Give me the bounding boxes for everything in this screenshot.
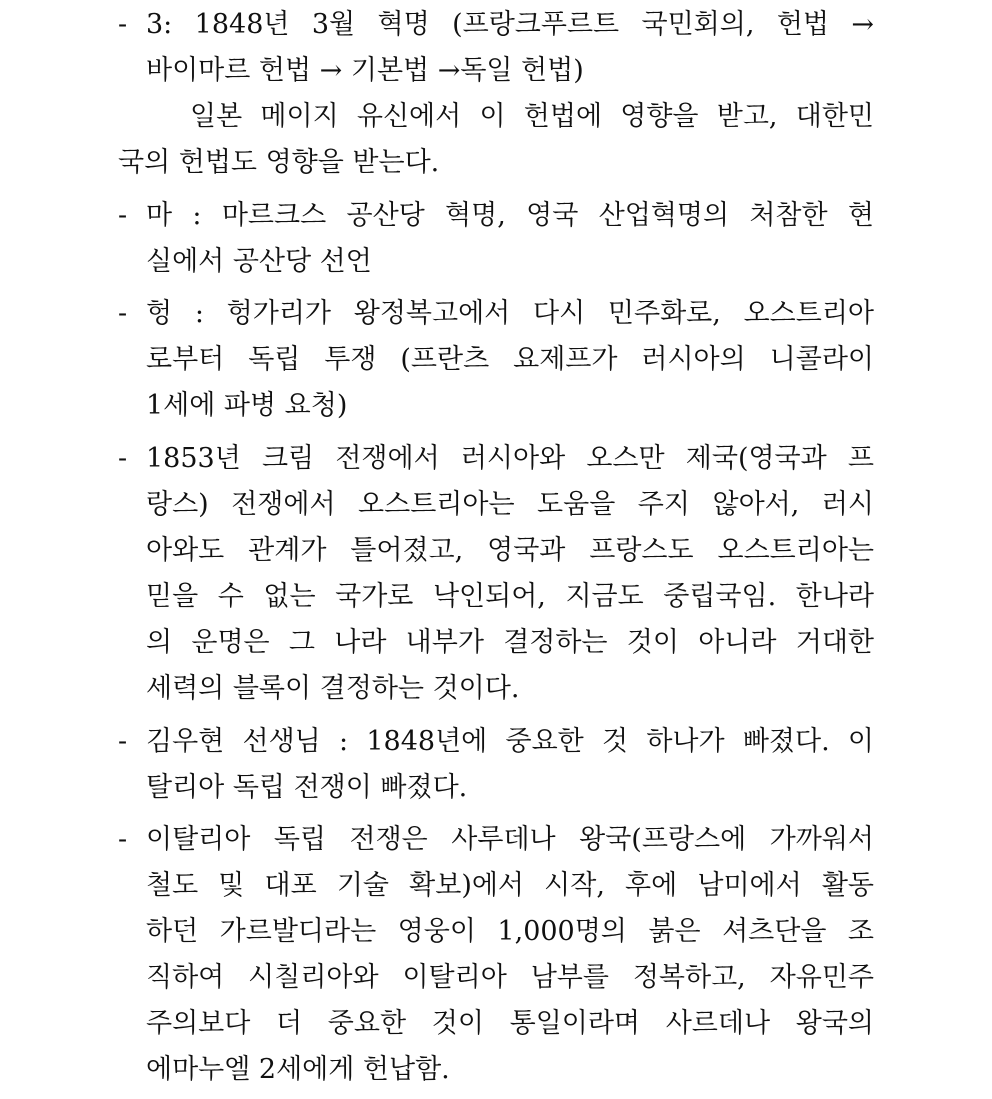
text-line: 바이마르 헌법 → 기본법 →독일 헌법) [146,55,584,86]
text-line: 하던 가르발디라는 영웅이 1,000명의 붉은 셔츠단을 조 [146,916,874,947]
text-line: 이탈리아 독립 전쟁은 사루데나 왕국(프랑스에 가까워서 [146,824,874,855]
text-line: 실에서 공산당 선언 [146,246,372,277]
text-line: 세력의 블록이 결정하는 것이다. [146,673,520,704]
bullet-dash: - [118,726,128,757]
text-line: 3: 1848년 3월 혁명 (프랑크푸르트 국민회의, 헌법 → [146,9,874,40]
bullet-dash: - [118,9,128,40]
text-line: 일본 메이지 유신에서 이 헌법에 영향을 받고, 대한민 [190,101,874,132]
text-line: 마 : 마르크스 공산당 혁명, 영국 산업혁명의 처참한 현 [146,200,874,231]
text-line: 에마누엘 2세에게 헌납함. [146,1054,450,1085]
bullet-dash: - [118,200,128,231]
text-line: 1853년 크림 전쟁에서 러시아와 오스만 제국(영국과 프 [146,443,874,474]
text-line: 랑스) 전쟁에서 오스트리아는 도움을 주지 않아서, 러시 [146,489,874,520]
bullet-dash: - [118,298,128,329]
text-line: 직하여 시칠리아와 이탈리아 남부를 정복하고, 자유민주 [146,962,874,993]
text-line: 로부터 독립 투쟁 (프란츠 요제프가 러시아의 니콜라이 [146,344,874,375]
text-line: 1세에 파병 요청) [146,390,348,421]
bullet-dash: - [118,824,128,855]
text-line: 철도 및 대포 기술 확보)에서 시작, 후에 남미에서 활동 [146,870,874,901]
text-line: 아와도 관계가 틀어졌고, 영국과 프랑스도 오스트리아는 [146,535,874,566]
text-line: 주의보다 더 중요한 것이 통일이라며 사르데나 왕국의 [146,1008,874,1039]
text-line: 의 운명은 그 나라 내부가 결정하는 것이 아니라 거대한 [146,627,874,658]
text-line: 헝 : 헝가리가 왕정복고에서 다시 민주화로, 오스트리아 [146,298,874,329]
text-line: 국의 헌법도 영향을 받는다. [118,147,440,178]
text-line: 탈리아 독립 전쟁이 빠졌다. [146,772,468,803]
text-line: 믿을 수 없는 국가로 낙인되어, 지금도 중립국임. 한나라 [146,581,874,612]
text-line: 김우현 선생님 : 1848년에 중요한 것 하나가 빠졌다. 이 [146,726,874,757]
bullet-dash: - [118,443,128,474]
